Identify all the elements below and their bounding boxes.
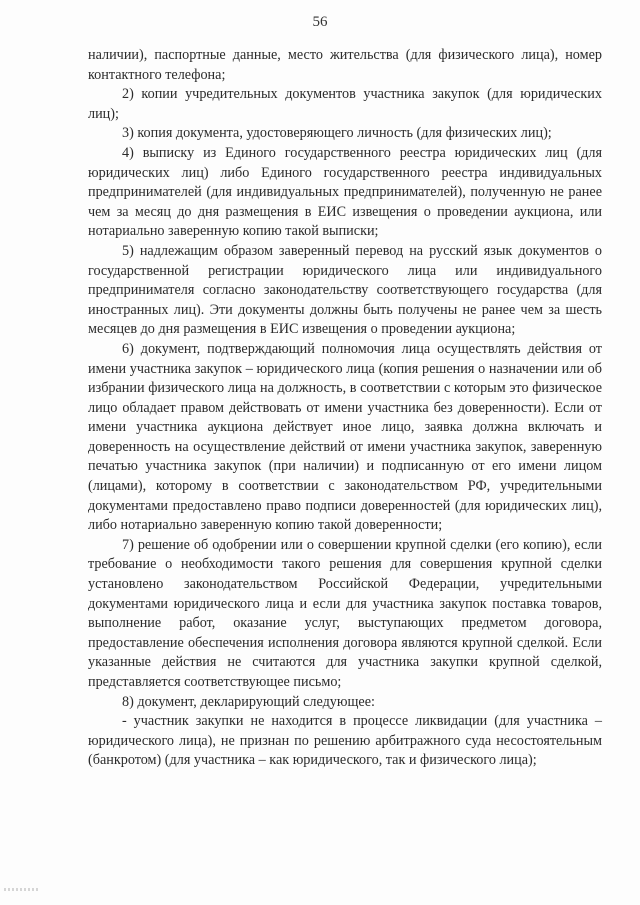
paragraph-item-2: 2) копии учредительных документов участника закупок (для юридических лиц); (88, 86, 602, 122)
paragraph-item-8: 8) документ, декларирующий следующее: (122, 693, 375, 710)
paragraph-continuation: наличии), паспортные данные, место жительства (для физического лица), номер контактного телефона; (88, 47, 602, 83)
document-body (88, 46, 602, 771)
page-number: 56 (312, 14, 328, 30)
paragraph-item-6: 6) документ, подтверждающий полномочия лица осуществлять действия от имени участника закупок – юридического лица (копия решения о назначении или об избрании физического лица на должность, в соответствии с которым это физическое лицо обладает правом действовать от имени участника без доверенности). Если от имени участника аукциона действует иное лицо, заявка должна включать и доверенность на осуществление действий от имени участника закупок, заверенную печатью участника закупок (при наличии) и подписанную от его имени лицом (лицами), которому в соответствии с законодательством РФ, учредительными документами предоставлено право подписи доверенностей (для юридических лиц), либо нотариально заверенную копию такой доверенности; (88, 340, 602, 534)
paragraph-item-8-sub-1: - участник закупки не находится в процессе ликвидации (для участника – юридического лица), не признан по решению арбитражного суда несостоятельным (банкротом) (для участника – как юридического, так и физического лица); (88, 713, 602, 769)
paragraph-item-3: 3) копия документа, удостоверяющего личность (для физических лиц); (122, 125, 552, 142)
paragraph-item-4: 4) выписку из Единого государственного реестра юридических лиц (для юридических лиц) либо Единого государственного реестра индивидуальных предпринимателей (для индивидуальных предпринимателей), полученную не ранее чем за месяц до дня размещения в ЕИС извещения о проведении аукциона, или нотариально заверенную копию такой выписки; (88, 144, 602, 240)
scan-artifact (4, 888, 38, 891)
paragraph-item-7: 7) решение об одобрении или о совершении крупной сделки (его копию), если требование о необходимости такого решения для совершения крупной сделки установлено законодательством Российской Федерации, учредительными документами юридического лица и если для участника закупок поставка товаров, выполнение работ, оказание услуг, выступающих предметом договора, предоставление обеспечения исполнения договора являются крупной сделкой. Если указанные действия не считаются для участника закупки крупной сделкой, представляется соответствующее письмо; (88, 536, 602, 690)
paragraph-item-5: 5) надлежащим образом заверенный перевод на русский язык документов о государственной регистрации юридического лица или индивидуального предпринимателя согласно законодательству соответствующего государства (для иностранных лиц). Эти документы должны быть получены не ранее чем за шесть месяцев до дня размещения в ЕИС извещения о проведении аукциона; (88, 242, 602, 338)
